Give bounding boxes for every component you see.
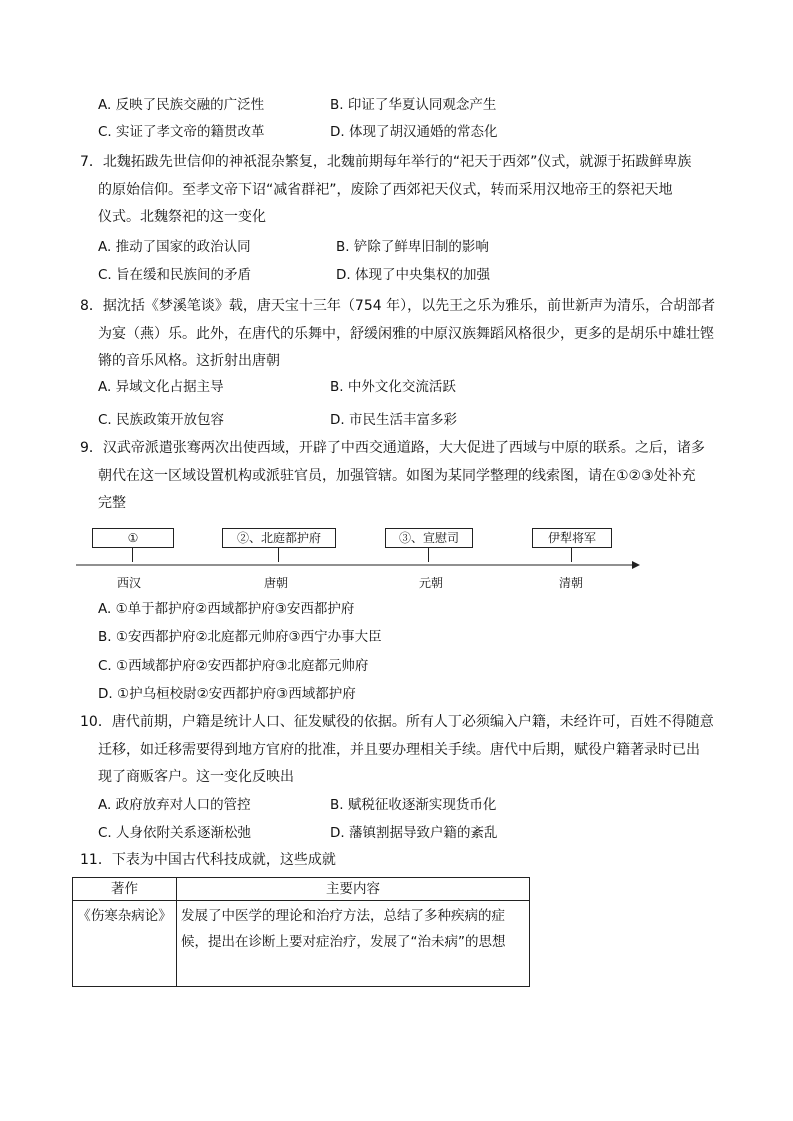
q6-option-a: A. 反映了民族交融的广泛性 <box>98 97 265 113</box>
q8-option-d: D. 市民生活丰富多彩 <box>330 412 457 428</box>
timeline-box-3: ③、宣慰司 <box>385 528 473 548</box>
table-header-work: 著作 <box>73 878 177 901</box>
table-row <box>73 901 530 987</box>
q10-option-b: B. 赋税征收逐渐实现货币化 <box>330 797 497 813</box>
q10-option-c: C. 人身依附关系逐渐松弛 <box>98 825 252 841</box>
q9-option-a: A. ①单于都护府②西域都护府③安西都护府 <box>98 601 355 617</box>
q11-table <box>72 877 530 987</box>
q9-option-d: D. ①护乌桓校尉②安西都护府③西域都护府 <box>98 686 356 702</box>
table-header-content: 主要内容 <box>177 878 530 901</box>
q8-option-a: A. 异域文化占据主导 <box>98 379 224 395</box>
q6-option-d: D. 体现了胡汉通婚的常态化 <box>330 124 498 140</box>
timeline-label-1: 西汉 <box>117 576 142 590</box>
timeline-label-2: 唐朝 <box>264 576 289 590</box>
q8-stem-line: 为宴（燕）乐。此外，在唐代的乐舞中，舒缓闲雅的中原汉族舞蹈风格很少，更多的是胡乐中雄壮铿 <box>98 326 714 342</box>
timeline-axis-arrow <box>76 559 640 571</box>
timeline-box-1: ① <box>92 528 174 548</box>
q6-option-b: B. 印证了华夏认同观念产生 <box>330 97 497 113</box>
q7-option-c: C. 旨在缓和民族间的矛盾 <box>98 267 252 283</box>
q8-stem-line: 锵的音乐风格。这折射出唐朝 <box>98 353 280 369</box>
q9-stem-line: 完整 <box>98 495 126 511</box>
timeline-label-4: 清朝 <box>559 576 584 590</box>
timeline-box-4: 伊犁将军 <box>532 528 612 548</box>
q7-option-b: B. 铲除了鲜卑旧制的影响 <box>336 239 489 255</box>
q7-option-d: D. 体现了中央集权的加强 <box>336 267 490 283</box>
q9-stem-line: 9．汉武帝派遣张骞两次出使西域，开辟了中西交通道路，大大促进了西域与中原的联系。之后，诸多 <box>80 440 705 456</box>
q9-option-b: B. ①安西都护府②北庭都元帅府③西宁办事大臣 <box>98 629 382 645</box>
q7-stem-line: 的原始信仰。至孝文帝下诏“减省群祀”，废除了西郊祀天仪式，转而采用汉地帝王的祭祀天地 <box>98 182 673 198</box>
q6-option-c: C. 实证了孝文帝的籍贯改革 <box>98 124 265 140</box>
q8-option-c: C. 民族政策开放包容 <box>98 412 225 428</box>
q7-option-a: A. 推动了国家的政治认同 <box>98 239 251 255</box>
q8-stem-line: 8．据沈括《梦溪笔谈》载，唐天宝十三年（754 年），以先王之乐为雅乐，前世新声为清乐，合胡部者 <box>80 298 716 314</box>
q10-stem-line: 10．唐代前期，户籍是统计人口、征发赋役的依据。所有人丁必须编入户籍，未经许可，百姓不得随意 <box>80 714 714 730</box>
q9-option-c: C. ①西域都护府②安西都护府③北庭都元帅府 <box>98 658 369 674</box>
q7-stem-line: 仪式。北魏祭祀的这一变化 <box>98 209 266 225</box>
table-cell-work: 《伤寒杂病论》 <box>73 901 177 987</box>
table-cell-content: 发展了中医学的理论和治疗方法，总结了多种疾病的症候，提出在诊断上要对症治疗，发展了“治未病”的思想 <box>177 901 530 987</box>
q7-stem-line: 7．北魏拓跋先世信仰的神祇混杂繁复，北魏前期每年举行的“祀天于西郊”仪式，就源于拓跋鲜卑族 <box>80 154 692 170</box>
q10-option-a: A. 政府放弃对人口的管控 <box>98 797 251 813</box>
q10-stem-line: 迁移，如迁移需要得到地方官府的批准，并且要办理相关手续。唐代中后期，赋役户籍著录时已出 <box>98 742 700 758</box>
timeline-box-2: ②、北庭都护府 <box>222 528 336 548</box>
q10-stem-line: 现了商贩客户。这一变化反映出 <box>98 769 294 785</box>
timeline-label-3: 元朝 <box>419 576 444 590</box>
q11-stem: 11．下表为中国古代科技成就，这些成就 <box>80 852 336 868</box>
q9-stem-line: 朝代在这一区域设置机构或派驻官员，加强管辖。如图为某同学整理的线索图，请在①②③处补充 <box>98 468 696 484</box>
q8-option-b: B. 中外文化交流活跃 <box>330 379 456 395</box>
q10-option-d: D. 藩镇割据导致户籍的紊乱 <box>330 825 498 841</box>
table-header-row <box>73 878 530 901</box>
